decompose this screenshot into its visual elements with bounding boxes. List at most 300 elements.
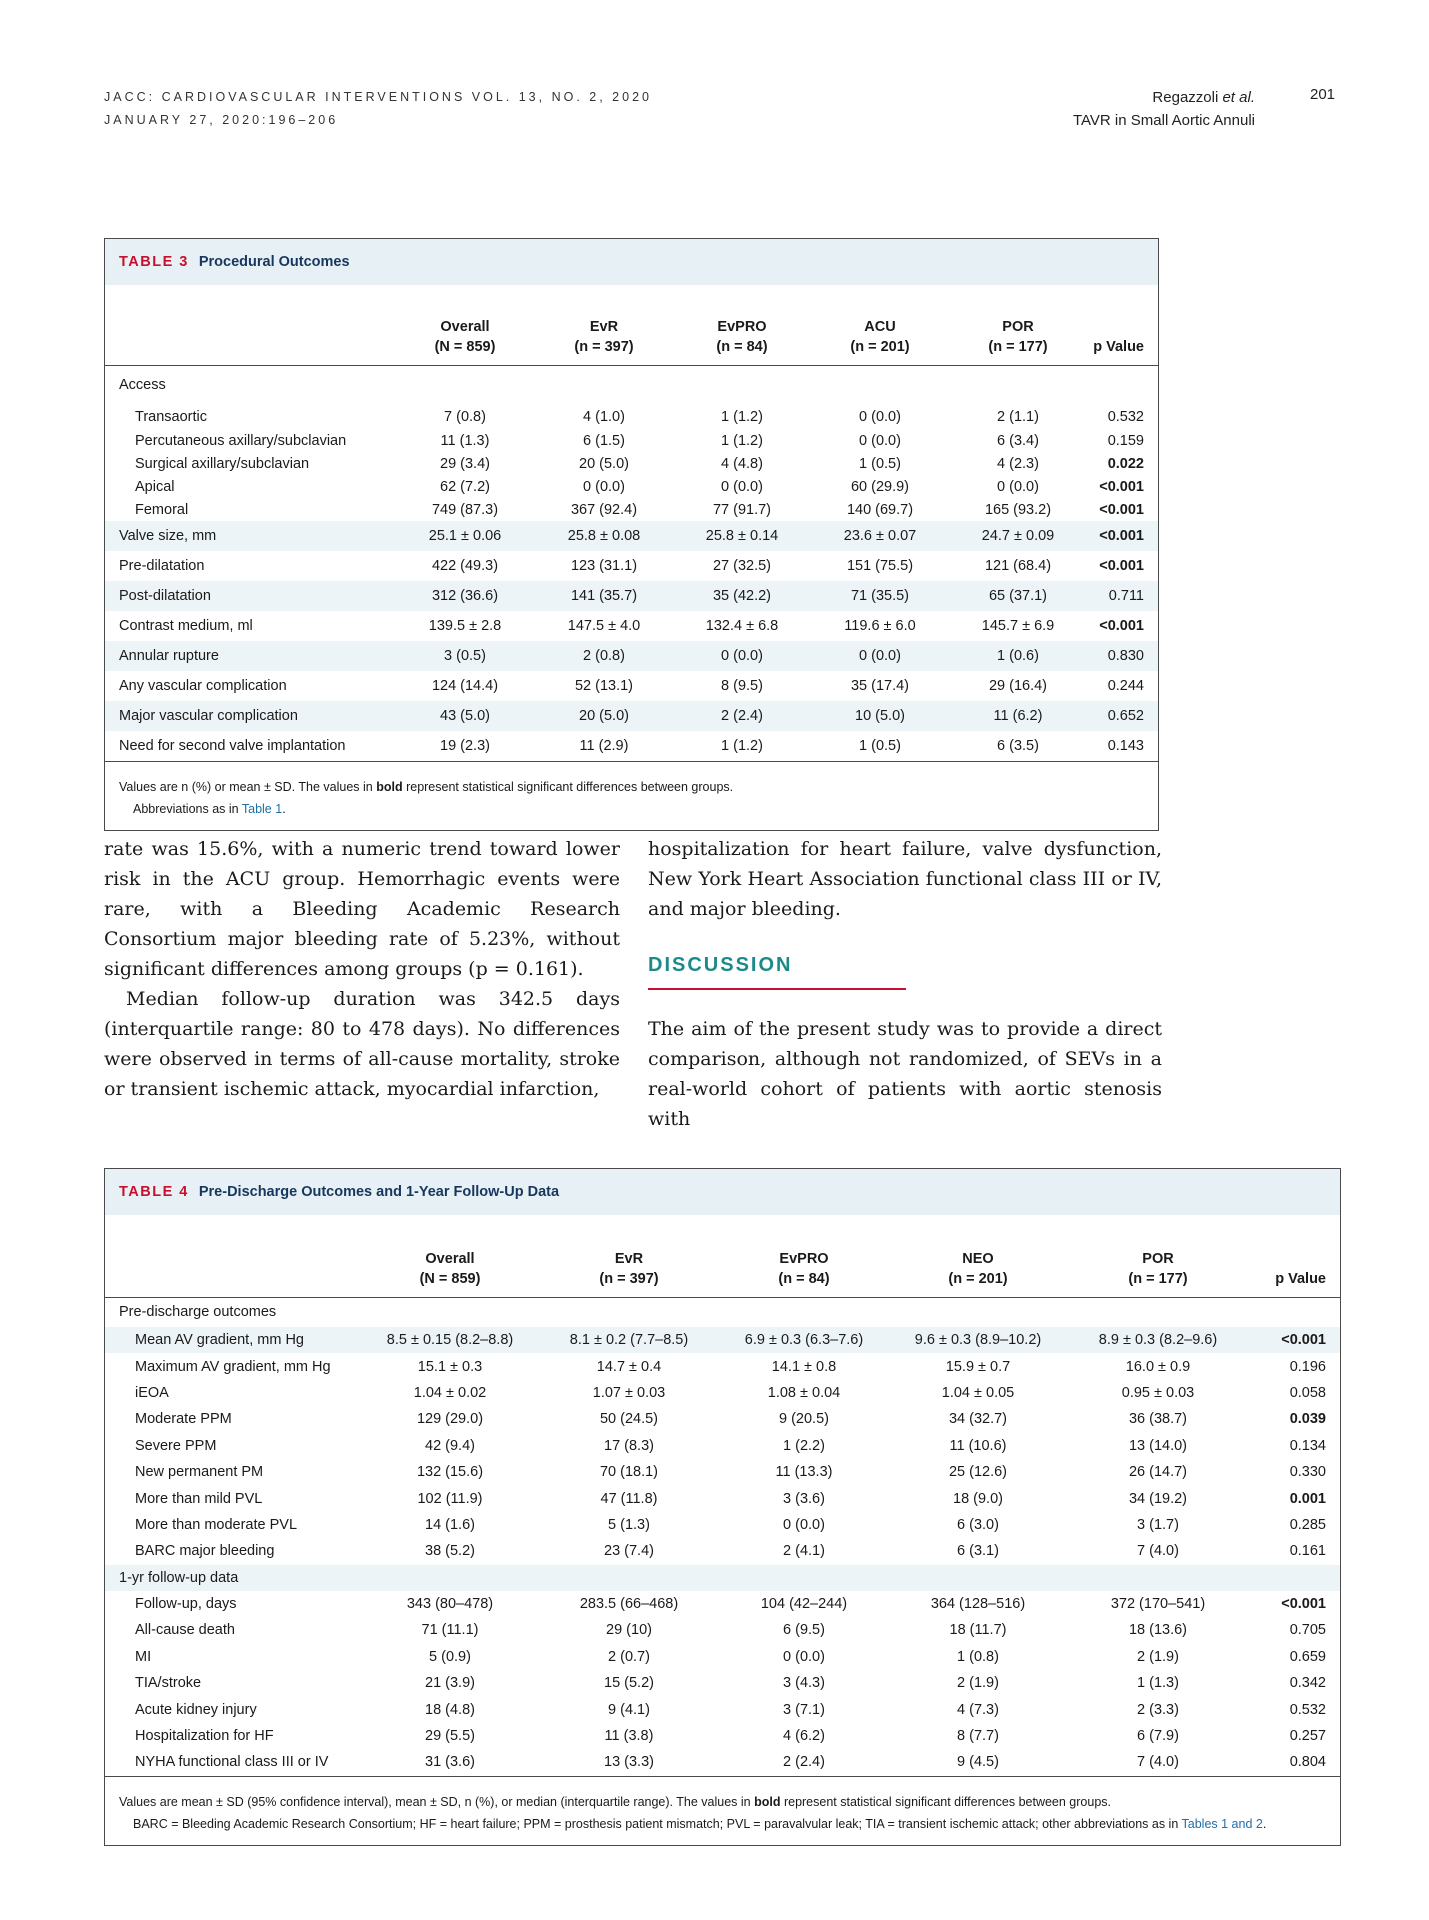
row-label: More than moderate PVL: [135, 1516, 298, 1533]
table-cell: [889, 1297, 1067, 1327]
table-3-stub-header: [105, 285, 395, 365]
table-row: [105, 1353, 1340, 1379]
table-cell: 3 (0.5): [395, 641, 535, 671]
table-cell: 0 (0.0): [811, 641, 949, 671]
table-row: [105, 429, 1158, 452]
table-row: [105, 731, 1158, 761]
table-cell: 47 (11.8): [600, 1490, 658, 1507]
table-cell: [361, 1297, 539, 1327]
table-cell: 3 (7.1): [783, 1701, 825, 1718]
table-cell: 11 (13.3): [775, 1464, 833, 1481]
section-header-row: [105, 365, 1158, 405]
table-cell: 34 (19.2): [1128, 1490, 1188, 1507]
table-cell: [889, 1565, 1067, 1591]
p-value-cell: 0.134: [1289, 1437, 1326, 1454]
row-label: Surgical axillary/subclavian: [135, 455, 310, 472]
table-cell: 23 (7.4): [604, 1543, 654, 1560]
table-cell: 13 (3.3): [604, 1754, 654, 1771]
table-cell: 6 (3.0): [957, 1516, 999, 1533]
table-row: [105, 452, 1158, 475]
table-3-footnote: [105, 761, 1158, 830]
row-label: Need for second valve implantation: [119, 738, 346, 754]
row-label: Any vascular complication: [119, 678, 287, 694]
table-cell: 343 (80–478): [406, 1596, 494, 1613]
table-cell: 1.08 ± 0.04: [767, 1384, 841, 1401]
p-value-cell: <0.001: [1099, 501, 1144, 518]
table-cell: 20 (5.0): [535, 701, 673, 731]
table-cell: 0.95 ± 0.03: [1121, 1384, 1195, 1401]
table-cell: [539, 1297, 719, 1327]
table-cell: 4 (6.2): [783, 1728, 825, 1745]
table-cell: 42 (9.4): [425, 1437, 475, 1454]
table-cell: 0 (0.0): [783, 1516, 825, 1533]
table-cell: 0 (0.0): [721, 478, 763, 495]
col-header-p-value: p Value: [1087, 285, 1158, 365]
table-cell: 35 (17.4): [850, 678, 910, 694]
p-value-cell: <0.001: [1099, 558, 1144, 574]
row-label: 1-yr follow-up data: [105, 1565, 361, 1591]
paragraph: The aim of the present study was to provide a direct comparison, although not randomized, of SEVs in a real-world cohort of patients with aortic stenosis with: [648, 1018, 1162, 1130]
col-header-evr: EvR (n = 397): [539, 1215, 719, 1297]
row-label: All-cause death: [135, 1622, 235, 1639]
table-cell: 2 (1.9): [1137, 1648, 1179, 1665]
page-number: 201: [1310, 86, 1336, 103]
table-cell: 8.9 ± 0.3 (8.2–9.6): [1067, 1327, 1249, 1353]
table-3-title: Procedural Outcomes: [198, 254, 350, 270]
table-row: [105, 551, 1158, 581]
p-value-cell: 0.804: [1289, 1754, 1326, 1771]
table-4-title: Pre-Discharge Outcomes and 1-Year Follow-Up Data: [198, 1184, 560, 1200]
table-row: [105, 1459, 1340, 1485]
row-label: iEOA: [135, 1384, 169, 1401]
table-4-caption: [105, 1169, 1340, 1215]
row-label: Post-dilatation: [105, 581, 395, 611]
p-value-cell: <0.001: [1099, 478, 1144, 495]
table-cell: 62 (7.2): [440, 478, 490, 495]
table-cell: 0 (0.0): [783, 1648, 825, 1665]
table-cell: 4 (1.0): [583, 409, 625, 425]
row-label: Valve size, mm: [105, 521, 395, 551]
table-cell: 132 (15.6): [416, 1464, 484, 1481]
p-value-cell: 0.652: [1087, 701, 1158, 731]
table-cell: 6 (3.1): [957, 1543, 999, 1560]
col-header-overall: Overall (N = 859): [395, 285, 535, 365]
table-cell: 372 (170–541): [1110, 1596, 1206, 1613]
table-3-caption: [105, 239, 1158, 285]
table-cell: 20 (5.0): [579, 455, 629, 472]
table-cell: [361, 1565, 539, 1591]
row-label: NYHA functional class III or IV: [135, 1754, 329, 1771]
table-4: [104, 1168, 1341, 1846]
p-value-cell: <0.001: [1249, 1327, 1340, 1353]
table-cell: 8 (7.7): [957, 1728, 999, 1745]
table-cell: 70 (18.1): [599, 1464, 659, 1481]
table-cell: 14 (1.6): [425, 1516, 475, 1533]
table-cell: 7 (4.0): [1137, 1754, 1179, 1771]
table-cell: 4 (7.3): [957, 1701, 999, 1718]
table-cell: 123 (31.1): [570, 558, 638, 574]
table-cell: 31 (3.6): [425, 1754, 475, 1771]
table-cell: 119.6 ± 6.0: [844, 618, 916, 634]
table-cell: 1 (2.2): [783, 1437, 825, 1454]
table-cell: 312 (36.6): [395, 581, 535, 611]
p-value-cell: 0.711: [1087, 581, 1158, 611]
p-value-cell: 0.058: [1289, 1384, 1326, 1401]
table-cell: 71 (11.1): [421, 1622, 479, 1639]
table-row: [105, 405, 1158, 429]
p-value-cell: 0.659: [1289, 1648, 1326, 1665]
p-value-cell: 0.257: [1289, 1728, 1326, 1745]
table-cell: 283.5 (66–468): [579, 1596, 679, 1613]
table-4-label: TABLE 4: [119, 1184, 189, 1200]
table-cell: 9 (4.1): [608, 1701, 650, 1718]
table-cell: 17 (8.3): [604, 1437, 654, 1454]
col-header-neo: NEO (n = 201): [889, 1215, 1067, 1297]
table-cell: [395, 365, 535, 405]
table-cell: 2 (4.1): [783, 1543, 825, 1560]
journal-line: JACC: CARDIOVASCULAR INTERVENTIONS VOL. 13, NO. 2, 2020: [104, 90, 652, 104]
table-row: [105, 671, 1158, 701]
p-value-cell: [1249, 1297, 1340, 1327]
table-cell: 15.9 ± 0.7: [945, 1358, 1011, 1375]
table-cell: 121 (68.4): [984, 558, 1052, 574]
table-cell: 18 (4.8): [425, 1701, 475, 1718]
running-header-right: [1073, 86, 1255, 132]
table-cell: 11 (3.8): [604, 1728, 654, 1745]
p-value-cell: 0.196: [1289, 1358, 1326, 1375]
table-cell: 6 (7.9): [1137, 1728, 1179, 1745]
row-label: More than mild PVL: [135, 1490, 263, 1507]
table-row: [105, 1670, 1340, 1696]
table-cell: 2 (1.9): [957, 1675, 999, 1692]
row-label: Moderate PPM: [135, 1411, 232, 1428]
table-cell: 3 (1.7): [1137, 1516, 1179, 1533]
table-cell: 10 (5.0): [811, 701, 949, 731]
table-cell: 14.7 ± 0.4: [596, 1358, 662, 1375]
table-cell: 13 (14.0): [1128, 1437, 1188, 1454]
table-cell: [719, 1297, 889, 1327]
table-row: [105, 475, 1158, 498]
table-cell: 129 (29.0): [416, 1411, 484, 1428]
table-cell: 6 (9.5): [783, 1622, 825, 1639]
p-value-cell: 0.001: [1289, 1490, 1326, 1507]
table-cell: 35 (42.2): [673, 581, 811, 611]
heading-rule: [648, 988, 906, 990]
table-cell: 52 (13.1): [574, 678, 634, 694]
table-cell: 4 (4.8): [721, 455, 763, 472]
table-cell: 18 (13.6): [1128, 1622, 1188, 1639]
table-cell: 7 (0.8): [444, 409, 486, 425]
table-cell: 11 (10.6): [949, 1437, 1007, 1454]
table-cell: 43 (5.0): [395, 701, 535, 731]
table-cell: 27 (32.5): [712, 558, 772, 574]
p-value-cell: 0.159: [1107, 432, 1144, 449]
table-4-grid: [105, 1215, 1340, 1776]
table-row: [105, 1696, 1340, 1722]
table-cell: [949, 365, 1087, 405]
table-cell: 6.9 ± 0.3 (6.3–7.6): [719, 1327, 889, 1353]
table-cell: 1 (0.5): [859, 455, 901, 472]
table-cell: [539, 1565, 719, 1591]
table-cell: 422 (49.3): [431, 558, 499, 574]
section-header-row: [105, 1565, 1340, 1591]
row-label: Follow-up, days: [135, 1596, 237, 1613]
row-label: Access: [119, 377, 166, 394]
row-label: MI: [135, 1648, 152, 1665]
table-cell: 11 (1.3): [440, 432, 490, 449]
table-cell: 132.4 ± 6.8: [705, 618, 779, 634]
table-row: [105, 1591, 1340, 1617]
row-label: TIA/stroke: [135, 1675, 202, 1692]
table-cell: 18 (9.0): [953, 1490, 1003, 1507]
table-cell: 7 (4.0): [1137, 1543, 1179, 1560]
table-cell: 15.1 ± 0.3: [417, 1358, 483, 1375]
table-cell: 145.7 ± 6.9: [981, 618, 1055, 634]
col-header-por: POR (n = 177): [949, 285, 1087, 365]
table-cell: 2 (0.8): [535, 641, 673, 671]
table-row: [105, 581, 1158, 611]
table-row: [105, 701, 1158, 731]
table-cell: 1.07 ± 0.03: [592, 1384, 666, 1401]
row-label: Annular rupture: [105, 641, 395, 671]
p-value-cell: [1087, 365, 1158, 405]
row-label: Apical: [135, 478, 175, 495]
section-header-row: [105, 1297, 1340, 1327]
table-cell: 0 (0.0): [859, 432, 901, 449]
p-value-cell: 0.532: [1289, 1701, 1326, 1718]
table-cell: 50 (24.5): [599, 1411, 659, 1428]
table-cell: 4 (2.3): [997, 455, 1039, 472]
row-label: Acute kidney injury: [135, 1701, 257, 1718]
table-row: [105, 1327, 1340, 1353]
table-cell: 3 (4.3): [783, 1675, 825, 1692]
table-3-note: Values are n (%) or mean ± SD. The values in bold represent statistical significant differences between groups.: [119, 780, 734, 794]
table-cell: 8 (9.5): [721, 678, 763, 694]
table-row: [105, 1512, 1340, 1538]
body-left-column: [104, 834, 620, 1104]
table-3-header-row: [105, 285, 1158, 365]
table-4-abbrev: BARC = Bleeding Academic Research Consortium; HF = heart failure; PPM = prosthesis patient mismatch; PVL = paravalvular leak; TIA = transient ischemic attack; other abbreviations as in Tables 1 and 2.: [133, 1816, 1267, 1831]
table-cell: 21 (3.9): [425, 1675, 475, 1692]
running-header-left: [104, 86, 652, 132]
table-4-footnote: [105, 1776, 1340, 1845]
col-header-evpro: EvPRO (n = 84): [673, 285, 811, 365]
table-cell: 71 (35.5): [811, 581, 949, 611]
table-cell: 367 (92.4): [570, 501, 638, 518]
p-value-cell: 0.532: [1107, 409, 1144, 425]
table-row: [105, 1617, 1340, 1643]
table-cell: 140 (69.7): [846, 501, 914, 518]
paragraph: Median follow-up duration was 342.5 days (interquartile range: 80 to 478 days). No differences were observed in terms of all-cause mortality, stroke or transient ischemic attack, myocardial infarction,: [104, 988, 620, 1100]
running-title: TAVR in Small Aortic Annuli: [1072, 112, 1255, 129]
table-cell: 5 (0.9): [429, 1648, 471, 1665]
authors-line: [1073, 86, 1255, 109]
table-cell: 16.0 ± 0.9: [1125, 1358, 1191, 1375]
table-3-grid: [105, 285, 1158, 761]
table-cell: 60 (29.9): [850, 478, 910, 495]
col-header-p-value: p Value: [1249, 1215, 1340, 1297]
col-header-acu: ACU (n = 201): [811, 285, 949, 365]
row-label: Pre-dilatation: [119, 558, 205, 574]
p-value-cell: 0.830: [1087, 641, 1158, 671]
table-cell: 2 (2.4): [783, 1754, 825, 1771]
table-row: [105, 641, 1158, 671]
p-value-cell: 0.705: [1289, 1622, 1326, 1639]
table-cell: 1 (0.5): [859, 738, 901, 754]
table-cell: 1 (0.6): [949, 641, 1087, 671]
table-cell: 24.7 ± 0.09: [949, 521, 1087, 551]
row-label: Percutaneous axillary/subclavian: [135, 432, 347, 449]
table-cell: 8.5 ± 0.15 (8.2–8.8): [361, 1327, 539, 1353]
table-cell: 2 (1.1): [997, 409, 1039, 425]
table-cell: 0 (0.0): [859, 409, 901, 425]
table-cell: 34 (32.7): [948, 1411, 1008, 1428]
table-cell: 9 (20.5): [779, 1411, 829, 1428]
table-cell: 65 (37.1): [949, 581, 1087, 611]
table-row: [105, 1433, 1340, 1459]
table-cell: 29 (16.4): [988, 678, 1048, 694]
table-cell: 1 (1.2): [721, 432, 763, 449]
table-cell: 29 (10): [606, 1622, 652, 1639]
table-cell: 38 (5.2): [425, 1543, 475, 1560]
table-cell: 1 (0.8): [957, 1648, 999, 1665]
p-value-cell: 0.285: [1289, 1516, 1326, 1533]
table-row: [105, 1406, 1340, 1432]
table-cell: 18 (11.7): [949, 1622, 1007, 1639]
table-cell: 151 (75.5): [846, 558, 914, 574]
col-header-overall: Overall (N = 859): [361, 1215, 539, 1297]
table-cell: 1 (1.3): [1137, 1675, 1179, 1692]
table-cell: 5 (1.3): [608, 1516, 650, 1533]
p-value-cell: <0.001: [1099, 618, 1144, 634]
table-3-abbrev: Abbreviations as in Table 1.: [133, 802, 286, 816]
table-cell: 1 (1.2): [721, 738, 763, 754]
table-row: [105, 1538, 1340, 1564]
body-right-column-top: [648, 834, 1162, 924]
table-cell: [811, 365, 949, 405]
table-cell: 11 (2.9): [579, 738, 629, 754]
row-label: Femoral: [135, 501, 189, 518]
col-header-evpro: EvPRO (n = 84): [719, 1215, 889, 1297]
table-cell: 25.1 ± 0.06: [395, 521, 535, 551]
p-value-cell: 0.143: [1107, 738, 1144, 754]
table-cell: 23.6 ± 0.07: [811, 521, 949, 551]
table-cell: 0 (0.0): [583, 478, 625, 495]
row-label: Transaortic: [135, 409, 207, 425]
table-row: [105, 611, 1158, 641]
table-cell: 6 (3.5): [997, 738, 1039, 754]
table-cell: 29 (3.4): [440, 455, 490, 472]
table-cell: 14.1 ± 0.8: [771, 1358, 837, 1375]
table-cell: 2 (0.7): [608, 1648, 650, 1665]
table-cell: 6 (1.5): [583, 432, 625, 449]
date-pages-line: JANUARY 27, 2020:196–206: [104, 113, 339, 127]
table-cell: 9 (4.5): [957, 1754, 999, 1771]
table-cell: 102 (11.9): [417, 1490, 483, 1507]
row-label: Contrast medium, ml: [119, 618, 253, 634]
table-4-note: Values are mean ± SD (95% confidence interval), mean ± SD, n (%), or median (interquartile range). The values in bold represent statistical significant differences between groups.: [119, 1794, 1111, 1809]
table-cell: [719, 1565, 889, 1591]
table-cell: 1.04 ± 0.02: [413, 1384, 487, 1401]
p-value-cell: 0.161: [1289, 1543, 1326, 1560]
table-cell: 147.5 ± 4.0: [567, 618, 641, 634]
table-cell: 139.5 ± 2.8: [428, 618, 502, 634]
table-cell: 0 (0.0): [997, 478, 1039, 495]
table-cell: 11 (6.2): [949, 701, 1087, 731]
table-3-label: TABLE 3: [119, 254, 189, 270]
discussion-heading: DISCUSSION: [648, 954, 793, 976]
table-1-link[interactable]: Table 1: [241, 802, 283, 816]
table-cell: 124 (14.4): [431, 678, 499, 694]
table-4-body: [105, 1297, 1340, 1776]
p-value-cell: <0.001: [1281, 1596, 1326, 1613]
table-cell: 104 (42–244): [760, 1596, 848, 1613]
row-label: New permanent PM: [135, 1464, 264, 1481]
col-header-evr: EvR (n = 397): [535, 285, 673, 365]
table-row: [105, 498, 1158, 521]
row-label: Pre-discharge outcomes: [119, 1304, 277, 1321]
tables-1-2-link[interactable]: Tables 1 and 2: [1181, 1816, 1263, 1831]
row-label: Mean AV gradient, mm Hg: [105, 1327, 361, 1353]
table-cell: 25 (12.6): [948, 1464, 1008, 1481]
p-value-cell: 0.342: [1289, 1675, 1326, 1692]
table-row: [105, 1723, 1340, 1749]
table-cell: 364 (128–516): [930, 1596, 1026, 1613]
table-row: [105, 1749, 1340, 1775]
p-value-cell: 0.244: [1107, 678, 1144, 694]
authors-etal: et al.: [1222, 89, 1255, 106]
p-value-cell: 0.039: [1289, 1411, 1326, 1428]
authors-name: Regazzoli: [1152, 89, 1223, 106]
table-row: [105, 1485, 1340, 1511]
body-right-column-bottom: [648, 1014, 1162, 1134]
table-cell: 8.1 ± 0.2 (7.7–8.5): [539, 1327, 719, 1353]
table-cell: 3 (3.6): [783, 1490, 825, 1507]
table-cell: 36 (38.7): [1128, 1411, 1188, 1428]
table-cell: 9.6 ± 0.3 (8.9–10.2): [889, 1327, 1067, 1353]
table-3-body: [105, 365, 1158, 761]
p-value-cell: 0.330: [1289, 1464, 1326, 1481]
table-cell: 25.8 ± 0.08: [535, 521, 673, 551]
row-label: Major vascular complication: [105, 701, 395, 731]
table-3: [104, 238, 1159, 831]
table-cell: 749 (87.3): [431, 501, 499, 518]
table-cell: [1067, 1565, 1249, 1591]
paragraph: hospitalization for heart failure, valve dysfunction, New York Heart Association functional class III or IV, and major bleeding.: [648, 838, 1162, 920]
row-label: Severe PPM: [135, 1437, 217, 1454]
table-cell: 29 (5.5): [425, 1728, 475, 1745]
row-label: BARC major bleeding: [135, 1543, 275, 1560]
row-label: Hospitalization for HF: [135, 1728, 274, 1745]
table-cell: 1 (1.2): [721, 409, 763, 425]
p-value-cell: 0.022: [1107, 455, 1144, 472]
table-cell: 15 (5.2): [604, 1675, 654, 1692]
table-cell: 6 (3.4): [997, 432, 1039, 449]
table-cell: 26 (14.7): [1128, 1464, 1188, 1481]
paragraph: rate was 15.6%, with a numeric trend toward lower risk in the ACU group. Hemorrhagic events were rare, with a Bleeding Academic Research Consortium major bleeding rate of 5.23%, without significant differences among groups (p = 0.161).: [104, 838, 620, 980]
table-cell: 165 (93.2): [984, 501, 1052, 518]
table-row: [105, 1644, 1340, 1670]
table-cell: [535, 365, 673, 405]
table-cell: 2 (3.3): [1137, 1701, 1179, 1718]
row-label: Maximum AV gradient, mm Hg: [135, 1358, 331, 1375]
col-header-por: POR (n = 177): [1067, 1215, 1249, 1297]
table-4-stub-header: [105, 1215, 361, 1297]
table-row: [105, 1380, 1340, 1406]
table-cell: 141 (35.7): [535, 581, 673, 611]
table-cell: [673, 365, 811, 405]
table-4-header-row: [105, 1215, 1340, 1297]
